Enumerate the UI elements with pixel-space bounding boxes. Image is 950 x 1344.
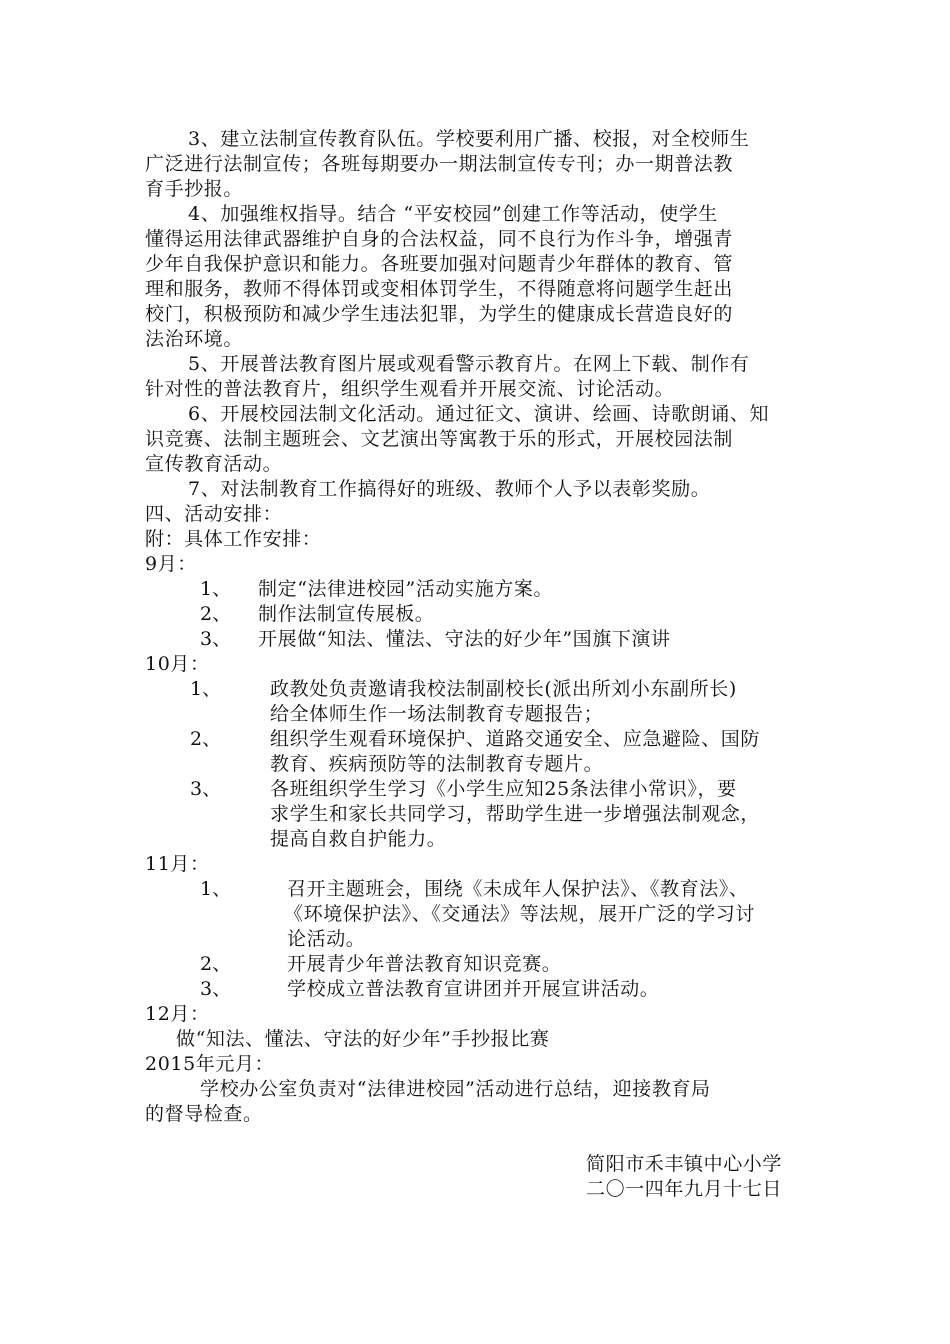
signature-date: 二〇一四年九月十七日 bbox=[586, 1178, 783, 1200]
nov-item1-line2: 《环境保护法》、《交通法》等法规，展开广泛的学习讨 bbox=[284, 903, 756, 925]
para4-line4: 理和服务，教师不得体罚或变相体罚学生，不得随意将问题学生赶出 bbox=[145, 278, 734, 300]
jan-line1: 学校办公室负责对“法律进校园”活动进行总结，迎接教育局 bbox=[200, 1078, 711, 1100]
oct-item1-num: 1、 bbox=[190, 678, 222, 700]
month-december: 12月： bbox=[145, 1003, 210, 1025]
para4-line3: 少年自我保护意识和能力。各班要加强对问题青少年群体的教育、管 bbox=[145, 253, 734, 275]
month-november: 11月： bbox=[145, 853, 210, 875]
nov-item1-line3: 论活动。 bbox=[287, 928, 366, 950]
para6-line1: 6、开展校园法制文化活动。通过征文、演讲、绘画、诗歌朗诵、知 bbox=[188, 403, 770, 425]
sep-item1-num: 1、 bbox=[200, 578, 232, 600]
oct-item2-line1: 组织学生观看环境保护、道路交通安全、应急避险、国防 bbox=[270, 728, 761, 750]
oct-item3-line1: 各班组织学生学习《小学生应知25条法律小常识》，要 bbox=[270, 778, 737, 800]
para6-line2: 识竞赛、法制主题班会、文艺演出等寓教于乐的形式，开展校园法制 bbox=[145, 428, 734, 450]
nov-item1-num: 1、 bbox=[200, 878, 232, 900]
para4-line5: 校门，积极预防和减少学生违法犯罪，为学生的健康成长营造良好的 bbox=[145, 303, 734, 325]
nov-item3-num: 3、 bbox=[200, 978, 232, 1000]
sep-item2-num: 2、 bbox=[200, 603, 232, 625]
para4-line2: 懂得运用法律武器维护自身的合法权益，同不良行为作斗争，增强青 bbox=[145, 228, 734, 250]
nov-item1-line1: 召开主题班会，围绕《未成年人保护法》、《教育法》、 bbox=[287, 878, 749, 900]
jan-line2: 的督导检查。 bbox=[145, 1103, 263, 1125]
month-january-2015: 2015年元月： bbox=[145, 1053, 275, 1075]
para3-line3: 育手抄报。 bbox=[145, 178, 244, 200]
para6-line3: 宣传教育活动。 bbox=[145, 453, 283, 475]
sep-item1-text: 制定“法律进校园”活动实施方案。 bbox=[258, 578, 554, 600]
para3-line1: 3、建立法制宣传教育队伍。学校要利用广播、校报，对全校师生 bbox=[188, 128, 750, 150]
para5-line2: 针对性的普法教育片，组织学生观看并开展交流、讨论活动。 bbox=[145, 378, 675, 400]
para4-line6: 法治环境。 bbox=[145, 328, 244, 350]
oct-item1-line2: 给全体师生作一场法制教育专题报告； bbox=[270, 703, 604, 725]
signature-org: 简阳市禾丰镇中心小学 bbox=[586, 1153, 783, 1175]
oct-item1-line1: 政教处负责邀请我校法制副校长(派出所刘小东副所长) bbox=[270, 678, 737, 700]
nov-item2-num: 2、 bbox=[200, 953, 232, 975]
month-october: 10月： bbox=[145, 653, 210, 675]
nov-item3-line1: 学校成立普法教育宣讲团并开展宣讲活动。 bbox=[287, 978, 660, 1000]
para3-line2: 广泛进行法制宣传；各班每期要办一期法制宣传专刊；办一期普法教 bbox=[145, 153, 734, 175]
sep-item2-text: 制作法制宣传展板。 bbox=[258, 603, 435, 625]
sep-item3-text: 开展做“知法、懂法、守法的好少年”国旗下演讲 bbox=[258, 628, 671, 650]
para5-line1: 5、开展普法教育图片展或观看警示教育片。在网上下载、制作有 bbox=[188, 353, 750, 375]
oct-item2-num: 2、 bbox=[190, 728, 222, 750]
dec-text: 做“知法、懂法、守法的好少年”手抄报比赛 bbox=[176, 1028, 550, 1050]
oct-item2-line2: 教育、疾病预防等的法制教育专题片。 bbox=[270, 753, 604, 775]
nov-item2-line1: 开展青少年普法教育知识竞赛。 bbox=[287, 953, 562, 975]
heading-activity: 四、活动安排： bbox=[145, 503, 283, 525]
sep-item3-num: 3、 bbox=[200, 628, 232, 650]
oct-item3-line2: 求学生和家长共同学习，帮助学生进一步增强法制观念， bbox=[270, 803, 761, 825]
para7-line1: 7、对法制教育工作搞得好的班级、教师个人予以表彰奖励。 bbox=[188, 478, 711, 500]
heading-appendix: 附：具体工作安排： bbox=[145, 528, 322, 550]
oct-item3-num: 3、 bbox=[190, 778, 222, 800]
para4-line1: 4、加强维权指导。结合 “平安校园”创建工作等活动，使学生 bbox=[188, 203, 718, 225]
month-september: 9月： bbox=[145, 553, 197, 575]
oct-item3-line3: 提高自救自护能力。 bbox=[270, 828, 447, 850]
